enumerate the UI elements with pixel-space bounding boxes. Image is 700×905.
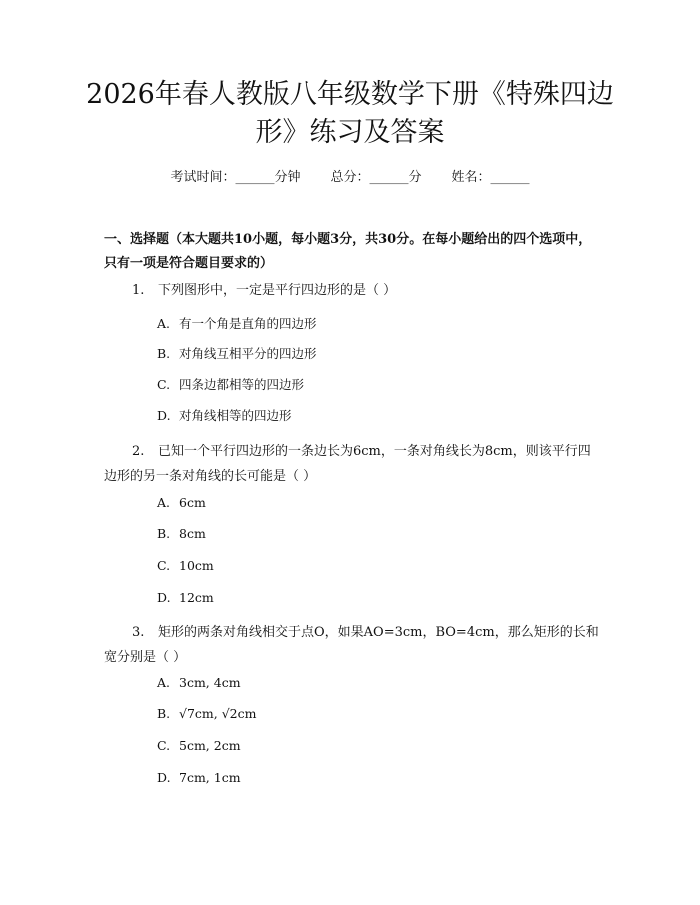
- option-text: 7cm, 1cm: [179, 770, 241, 785]
- question-3-option-d: [157, 768, 241, 788]
- student-name-label: 姓名：______: [451, 170, 530, 185]
- title-line-2: 形》练习及答案: [255, 117, 445, 148]
- question-number: 1.: [132, 283, 145, 298]
- exam-meta: [0, 168, 700, 188]
- option-letter: D.: [157, 770, 171, 785]
- question-text: 下列图形中，一定是平行四边形的是（ ）: [158, 283, 397, 298]
- question-2: [104, 439, 600, 489]
- question-1-option-b: [157, 344, 317, 364]
- document-title: [80, 76, 620, 152]
- option-text: 10cm: [179, 558, 214, 573]
- option-text: 四条边都相等的四边形: [179, 377, 305, 392]
- option-text: 有一个角是直角的四边形: [179, 316, 317, 331]
- total-score-label: 总分：______分: [330, 170, 422, 185]
- question-2-option-b: [157, 524, 206, 544]
- question-text: 已知一个平行四边形的一条边长为6cm，一条对角线长为8cm，则该平行四边形的另一条对角线的长可能是（ ）: [104, 444, 591, 484]
- question-1-option-a: [157, 314, 317, 334]
- option-text: 对角线互相平分的四边形: [179, 346, 317, 361]
- question-3-option-c: [157, 736, 241, 756]
- option-letter: B.: [157, 706, 171, 721]
- exam-time-label: 考试时间：______分钟: [170, 170, 301, 185]
- question-1-option-d: [157, 406, 292, 426]
- option-letter: A.: [157, 495, 171, 510]
- title-line-1: 2026年春人教版八年级数学下册《特殊四边: [86, 79, 614, 110]
- option-letter: B.: [157, 526, 171, 541]
- option-letter: A.: [157, 316, 171, 331]
- option-letter: D.: [157, 408, 171, 423]
- option-text: √7cm, √2cm: [179, 706, 257, 721]
- question-number: 3.: [132, 625, 145, 640]
- question-2-option-d: [157, 588, 214, 608]
- option-text: 3cm, 4cm: [179, 675, 241, 690]
- option-letter: A.: [157, 675, 171, 690]
- question-3: [104, 620, 600, 670]
- question-3-option-a: [157, 673, 241, 693]
- question-3-option-b: [157, 704, 257, 724]
- question-text: 矩形的两条对角线相交于点O，如果AO=3cm，BO=4cm，那么矩形的长和宽分别是（ ）: [104, 625, 599, 665]
- option-text: 12cm: [179, 590, 214, 605]
- option-letter: C.: [157, 377, 171, 392]
- option-letter: C.: [157, 738, 171, 753]
- question-1: [104, 278, 600, 303]
- option-text: 8cm: [179, 526, 206, 541]
- option-text: 6cm: [179, 495, 206, 510]
- option-letter: B.: [157, 346, 171, 361]
- option-text: 5cm, 2cm: [179, 738, 241, 753]
- option-letter: D.: [157, 590, 171, 605]
- question-number: 2.: [132, 444, 145, 459]
- question-2-option-c: [157, 556, 214, 576]
- question-2-option-a: [157, 493, 206, 513]
- question-1-option-c: [157, 375, 304, 395]
- option-letter: C.: [157, 558, 171, 573]
- option-text: 对角线相等的四边形: [179, 408, 292, 423]
- section-heading: 一、选择题（本大题共10小题，每小题3分，共30分。在每小题给出的四个选项中，只有一项是符合题目要求的）: [104, 232, 592, 271]
